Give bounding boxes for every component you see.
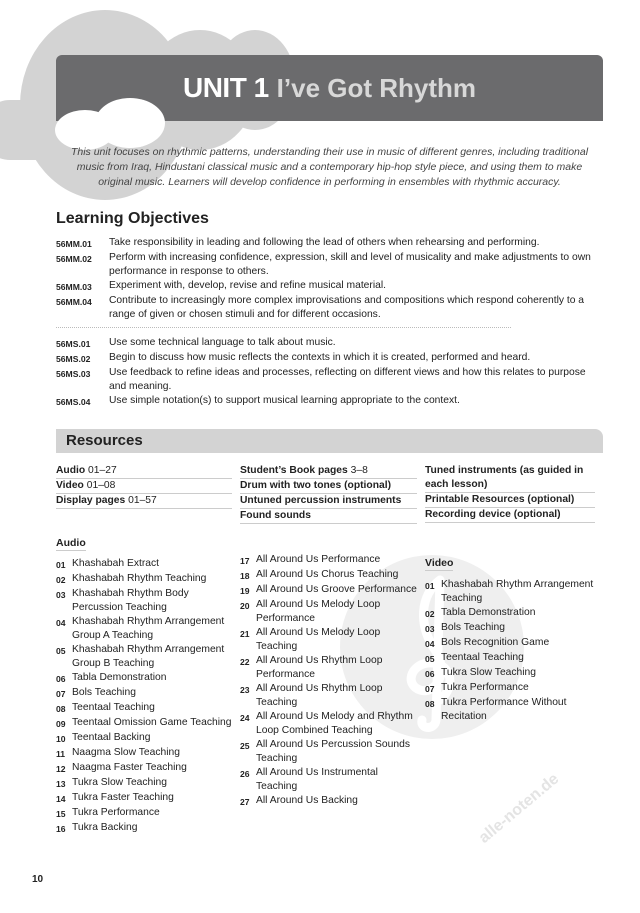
list-item [240, 553, 419, 568]
header-cloud [95, 98, 165, 148]
item-title: All Around Us Chorus Teaching [256, 569, 399, 580]
resource-item: Found sounds [240, 509, 417, 524]
unit-title: I’ve Got Rhythm [276, 72, 477, 103]
list-item [240, 654, 419, 682]
item-title: Naagma Faster Teaching [72, 762, 187, 773]
item-number: 06 [56, 674, 66, 684]
resource-item [240, 464, 417, 479]
item-title: Teentaal Teaching [72, 702, 155, 713]
resource-item [56, 494, 232, 509]
item-number: 01 [425, 581, 435, 591]
resource-label: Audio [56, 465, 86, 476]
item-number: 21 [240, 629, 250, 639]
list-item [425, 621, 597, 636]
item-title: Khashabah Extract [72, 558, 160, 569]
item-title: Tukra Performance Without Recitation [441, 697, 567, 722]
list-item [56, 701, 234, 716]
item-title: All Around Us Backing [256, 795, 358, 806]
item-title: All Around Us Percussion Sounds Teaching [256, 739, 410, 764]
item-number: 04 [56, 618, 66, 628]
item-number: 07 [425, 684, 435, 694]
objectives-ms [56, 336, 603, 409]
resource-label: Display pages [56, 495, 126, 506]
list-item [240, 710, 419, 738]
video-column [425, 533, 603, 836]
list-item [56, 806, 234, 821]
item-title: Teentaal Teaching [441, 652, 524, 663]
item-title: All Around Us Rhythm Loop Teaching [256, 683, 383, 708]
item-title: Tukra Performance [441, 682, 529, 693]
resource-value: 01–57 [128, 495, 157, 506]
item-title: Tukra Slow Teaching [72, 777, 168, 788]
item-number: 12 [56, 764, 66, 774]
objective-code: 56MM.01 [56, 239, 92, 249]
item-number: 03 [56, 590, 66, 600]
item-number: 07 [56, 689, 66, 699]
resources-col-3 [425, 464, 603, 524]
watermark-text: alle-noten.de [475, 770, 563, 847]
list-item [240, 583, 419, 598]
item-title: Teentaal Omission Game Teaching [72, 717, 232, 728]
item-number: 08 [56, 704, 66, 714]
item-title: Khashabah Rhythm Arrangement Group B Teaching [72, 644, 225, 669]
objective-text: Use some technical language to talk about music. [109, 337, 336, 348]
item-title: Teentaal Backing [72, 732, 151, 743]
item-number: 19 [240, 586, 250, 596]
item-title: Tukra Faster Teaching [72, 792, 174, 803]
resource-item: Untuned percussion instruments [240, 494, 417, 509]
list-item [240, 794, 419, 809]
item-number: 25 [240, 741, 250, 751]
objective-row [56, 294, 603, 322]
item-title: All Around Us Groove Performance [256, 584, 417, 595]
list-item [56, 643, 234, 671]
list-item [56, 557, 234, 572]
resource-value: 3–8 [350, 465, 368, 476]
list-item [56, 776, 234, 791]
item-title: Naagma Slow Teaching [72, 747, 180, 758]
list-item [425, 666, 597, 681]
resources-col-1 [56, 464, 240, 524]
item-number: 20 [240, 601, 250, 611]
item-title: Khashabah Rhythm Body Percussion Teaching [72, 588, 189, 613]
objective-code: 56MM.03 [56, 282, 92, 292]
item-title: All Around Us Melody and Rhythm Loop Combined Teaching [256, 711, 413, 736]
resource-item: Recording device (optional) [425, 508, 595, 523]
resources-grid [56, 464, 603, 524]
list-item [56, 671, 234, 686]
item-title: Tabla Demonstration [72, 672, 167, 683]
item-title: Khashabah Rhythm Teaching [72, 573, 207, 584]
item-number: 15 [56, 809, 66, 819]
list-item [240, 682, 419, 710]
objective-text: Perform with increasing confidence, expression, skill and level of musicality and make adjustments to own performance in response to others. [109, 252, 591, 277]
objective-row [56, 366, 603, 394]
audio-heading: Audio [56, 537, 86, 549]
item-title: Khashabah Rhythm Arrangement Teaching [441, 579, 594, 604]
page-content [56, 145, 603, 836]
list-item [56, 731, 234, 746]
item-number: 23 [240, 685, 250, 695]
objective-text: Use feedback to refine ideas and processes, reflecting on different views and how this relates to purpose and meaning. [109, 367, 586, 392]
list-item [56, 686, 234, 701]
objective-code: 56MS.03 [56, 369, 91, 379]
list-item [425, 606, 597, 621]
item-title: Tukra Slow Teaching [441, 667, 537, 678]
list-item [56, 821, 234, 836]
item-number: 17 [240, 556, 250, 566]
resources-col-2 [240, 464, 425, 524]
audio-column-2 [240, 533, 425, 836]
list-item [56, 791, 234, 806]
objective-row [56, 251, 603, 279]
list-item [425, 578, 597, 606]
objective-code: 56MS.04 [56, 397, 91, 407]
resources-bar [56, 429, 603, 453]
list-item [425, 696, 597, 724]
item-title: Tukra Backing [72, 822, 138, 833]
item-title: Bols Recognition Game [441, 637, 550, 648]
video-heading: Video [425, 557, 454, 569]
item-number: 14 [56, 794, 66, 804]
list-item [56, 746, 234, 761]
audio-list-1 [56, 557, 240, 836]
item-title: All Around Us Instrumental Teaching [256, 767, 378, 792]
item-number: 26 [240, 769, 250, 779]
resource-value: 01–08 [86, 480, 116, 491]
objective-text: Use simple notation(s) to support musical learning appropriate to the context. [109, 395, 460, 406]
objectives-mm [56, 236, 603, 322]
objective-code: 56MM.02 [56, 254, 92, 264]
list-item [56, 761, 234, 776]
divider [56, 327, 511, 328]
objective-text: Experiment with, develop, revise and refine musical material. [109, 280, 386, 291]
item-number: 05 [425, 654, 435, 664]
resource-item: Tuned instruments (as guided in each lesson) [425, 464, 595, 493]
item-number: 04 [425, 639, 435, 649]
objective-row [56, 236, 603, 251]
list-item [56, 572, 234, 587]
media-lists [56, 533, 603, 836]
objective-text: Take responsibility in leading and following the lead of others when rehearsing and performing. [109, 237, 540, 248]
item-number: 01 [56, 560, 66, 570]
objective-code: 56MS.02 [56, 354, 91, 364]
objective-code: 56MM.04 [56, 297, 92, 307]
list-item [56, 587, 234, 615]
page-number: 10 [32, 874, 44, 885]
item-number: 02 [425, 609, 435, 619]
item-number: 05 [56, 646, 66, 656]
item-number: 27 [240, 797, 250, 807]
resource-item [56, 464, 232, 479]
unit-number: UNIT 1 [182, 72, 269, 103]
objective-row [56, 351, 603, 366]
list-item [425, 636, 597, 651]
resources-heading: Resources [66, 432, 143, 449]
item-number: 16 [56, 824, 66, 834]
item-title: Khashabah Rhythm Arrangement Group A Teaching [72, 616, 225, 641]
objective-text: Contribute to increasingly more complex improvisations and compositions which respond coherently to a range of given or chosen stimuli and for different occasions. [109, 295, 585, 320]
objective-row [56, 394, 603, 409]
item-title: All Around Us Melody Loop Teaching [256, 627, 381, 652]
list-item [56, 615, 234, 643]
item-title: Tukra Performance [72, 807, 160, 818]
list-item [425, 651, 597, 666]
spacer [425, 533, 603, 553]
list-item [240, 626, 419, 654]
objective-code: 56MS.01 [56, 339, 91, 349]
learning-objectives-heading: Learning Objectives [56, 210, 209, 227]
item-number: 02 [56, 575, 66, 585]
item-title: All Around Us Melody Loop Performance [256, 599, 381, 624]
item-number: 06 [425, 669, 435, 679]
list-item [240, 568, 419, 583]
list-item [425, 681, 597, 696]
video-list [425, 578, 603, 724]
item-title: Bols Teaching [72, 687, 136, 698]
item-number: 22 [240, 657, 250, 667]
audio-list-2 [240, 553, 425, 809]
item-number: 11 [56, 749, 66, 759]
item-number: 09 [56, 719, 66, 729]
resource-item: Printable Resources (optional) [425, 493, 595, 508]
resource-label: Student’s Book pages [240, 465, 348, 476]
resource-label: Video [56, 480, 84, 491]
item-number: 10 [56, 734, 66, 744]
objective-text: Begin to discuss how music reflects the contexts in which it is created, performed and heard. [109, 352, 531, 363]
item-title: Bols Teaching [441, 622, 505, 633]
objective-row [56, 336, 603, 351]
resource-value: 01–27 [88, 465, 117, 476]
item-number: 03 [425, 624, 435, 634]
item-title: All Around Us Performance [256, 554, 381, 565]
list-item [56, 716, 234, 731]
spacer [240, 533, 425, 553]
resource-item: Drum with two tones (optional) [240, 479, 417, 494]
item-number: 24 [240, 713, 250, 723]
list-item [240, 766, 419, 794]
audio-column-1 [56, 533, 240, 836]
item-number: 13 [56, 779, 66, 789]
item-title: All Around Us Rhythm Loop Performance [256, 655, 383, 680]
list-item [240, 738, 419, 766]
objective-row [56, 279, 603, 294]
item-title: Tabla Demonstration [441, 607, 536, 618]
resource-item [56, 479, 232, 494]
unit-intro: This unit focuses on rhythmic patterns, understanding their use in music of different genres, including traditional music from Iraq, Hindustani classical music and a contemporary hip-hop style piece, and using them to make original music. Learners will develop confidence in performing in ensembles with rhythmic accuracy. [70, 146, 589, 188]
item-number: 08 [425, 699, 435, 709]
list-item [240, 598, 419, 626]
item-number: 18 [240, 571, 250, 581]
